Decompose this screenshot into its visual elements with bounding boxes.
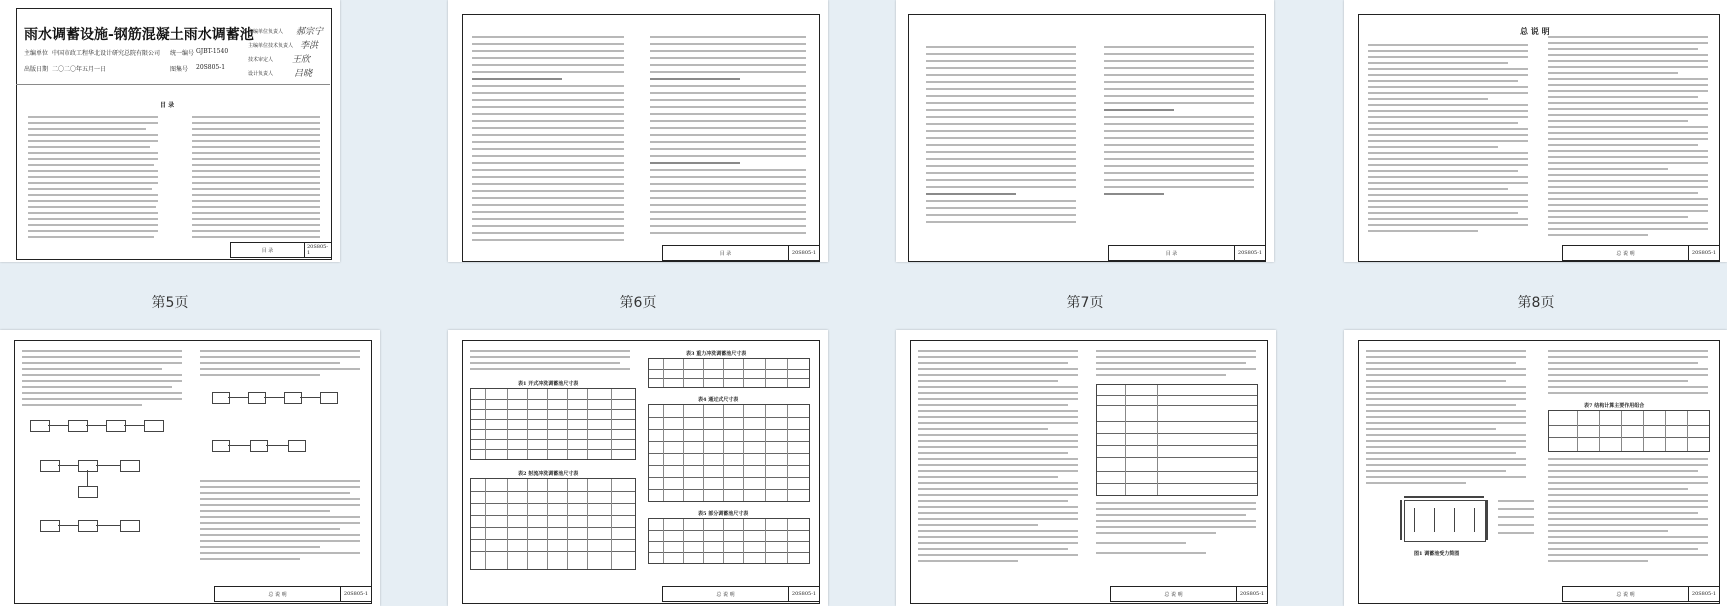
page-thumbnail-12[interactable] xyxy=(1344,330,1727,606)
role-2: 主编单位技术负责人 xyxy=(248,43,294,49)
table-7 xyxy=(1548,410,1710,452)
title-block xyxy=(1110,586,1268,602)
atlas-no: 20S805-1 xyxy=(196,64,226,71)
table-4-caption: 表4 通过式尺寸表 xyxy=(698,397,739,403)
unified-no-label: 统一编号 xyxy=(170,50,195,57)
title-block-title: 目 录 xyxy=(663,246,789,260)
table-2-caption: 表2 射流冲洗调蓄池尺寸表 xyxy=(518,471,579,477)
title-block-title: 目 录 xyxy=(1109,246,1235,260)
title-block-atlas-no: 20S805-1 xyxy=(307,244,329,256)
table-3 xyxy=(648,358,810,388)
title-block xyxy=(662,586,820,602)
title-block xyxy=(214,586,372,602)
title-block-atlas-no: 20S805-1 xyxy=(1691,250,1717,256)
title-block-atlas-no: 20S805-1 xyxy=(791,591,817,597)
page-thumbnail-5[interactable] xyxy=(0,0,340,262)
role-3: 技术审定人 xyxy=(248,57,274,63)
toc-heading: 目 录 xyxy=(160,102,175,109)
table-5 xyxy=(648,518,810,564)
pub-date-label: 出版日期 xyxy=(24,66,49,73)
table-5-caption: 表5 部分调蓄池尺寸表 xyxy=(698,511,749,517)
title-block-atlas-no: 20S805-1 xyxy=(1239,591,1265,597)
page-caption-7[interactable]: 第7页 xyxy=(1066,295,1104,311)
page-thumbnail-8[interactable] xyxy=(1344,0,1727,262)
table-1-caption: 表1 开式冲洗调蓄池尺寸表 xyxy=(518,381,579,387)
title-block-title: 总 说 明 xyxy=(215,587,341,601)
signature-3: 王欣 xyxy=(292,55,311,65)
role-1: 主编单位负责人 xyxy=(248,29,284,35)
title-block-title: 总 说 明 xyxy=(1563,587,1689,601)
unified-no: GJBT-1540 xyxy=(196,48,229,55)
title-block-atlas-no: 20S805-1 xyxy=(1691,591,1717,597)
table-3-caption: 表3 重力冲洗调蓄池尺寸表 xyxy=(686,351,747,357)
pub-date: 二〇二〇年五月一日 xyxy=(52,66,107,73)
page-thumbnail-7[interactable] xyxy=(896,0,1274,262)
signature-2: 李洪 xyxy=(300,41,319,51)
title-block xyxy=(230,242,332,258)
figure-1-caption: 图1 调蓄池受力简图 xyxy=(1414,551,1460,557)
table-6 xyxy=(1096,384,1258,496)
title-block xyxy=(1562,586,1720,602)
page-thumbnail-6[interactable] xyxy=(448,0,828,262)
page-thumbnail-9[interactable] xyxy=(0,330,380,606)
table-2 xyxy=(470,478,636,570)
page-caption-6[interactable]: 第6页 xyxy=(619,295,657,311)
role-4: 设计负责人 xyxy=(248,71,274,77)
title-block xyxy=(1562,245,1720,261)
table-7-caption: 表7 结构计算主要作用组合 xyxy=(1584,403,1645,409)
title-block-title: 总 说 明 xyxy=(1563,246,1689,260)
title-block xyxy=(662,245,820,261)
page-caption-5[interactable]: 第5页 xyxy=(151,295,189,311)
title-block-atlas-no: 20S805-1 xyxy=(791,250,817,256)
editor-org: 中国市政工程华北设计研究总院有限公司 xyxy=(52,50,161,57)
title-block-title: 总 说 明 xyxy=(1111,587,1237,601)
editor-label: 主编单位 xyxy=(24,50,49,57)
table-4 xyxy=(648,404,810,502)
signature-1: 郝宗宁 xyxy=(296,27,324,37)
title-block xyxy=(1108,245,1266,261)
title-block-atlas-no: 20S805-1 xyxy=(1237,250,1263,256)
title-block-title: 目 录 xyxy=(231,243,305,257)
divider xyxy=(16,84,330,85)
page-thumbnail-10[interactable] xyxy=(448,330,828,606)
atlas-title: 雨水调蓄设施-钢筋混凝土雨水调蓄池 xyxy=(24,27,254,43)
table-1 xyxy=(470,388,636,460)
title-block-title: 总 说 明 xyxy=(663,587,789,601)
page-caption-8[interactable]: 第8页 xyxy=(1517,295,1555,311)
signature-4: 吕晓 xyxy=(294,69,313,79)
atlas-no-label: 图集号 xyxy=(170,66,189,73)
page-thumbnail-11[interactable] xyxy=(896,330,1276,606)
title-block-atlas-no: 20S805-1 xyxy=(343,591,369,597)
general-notes-heading: 总 说 明 xyxy=(1520,26,1550,36)
